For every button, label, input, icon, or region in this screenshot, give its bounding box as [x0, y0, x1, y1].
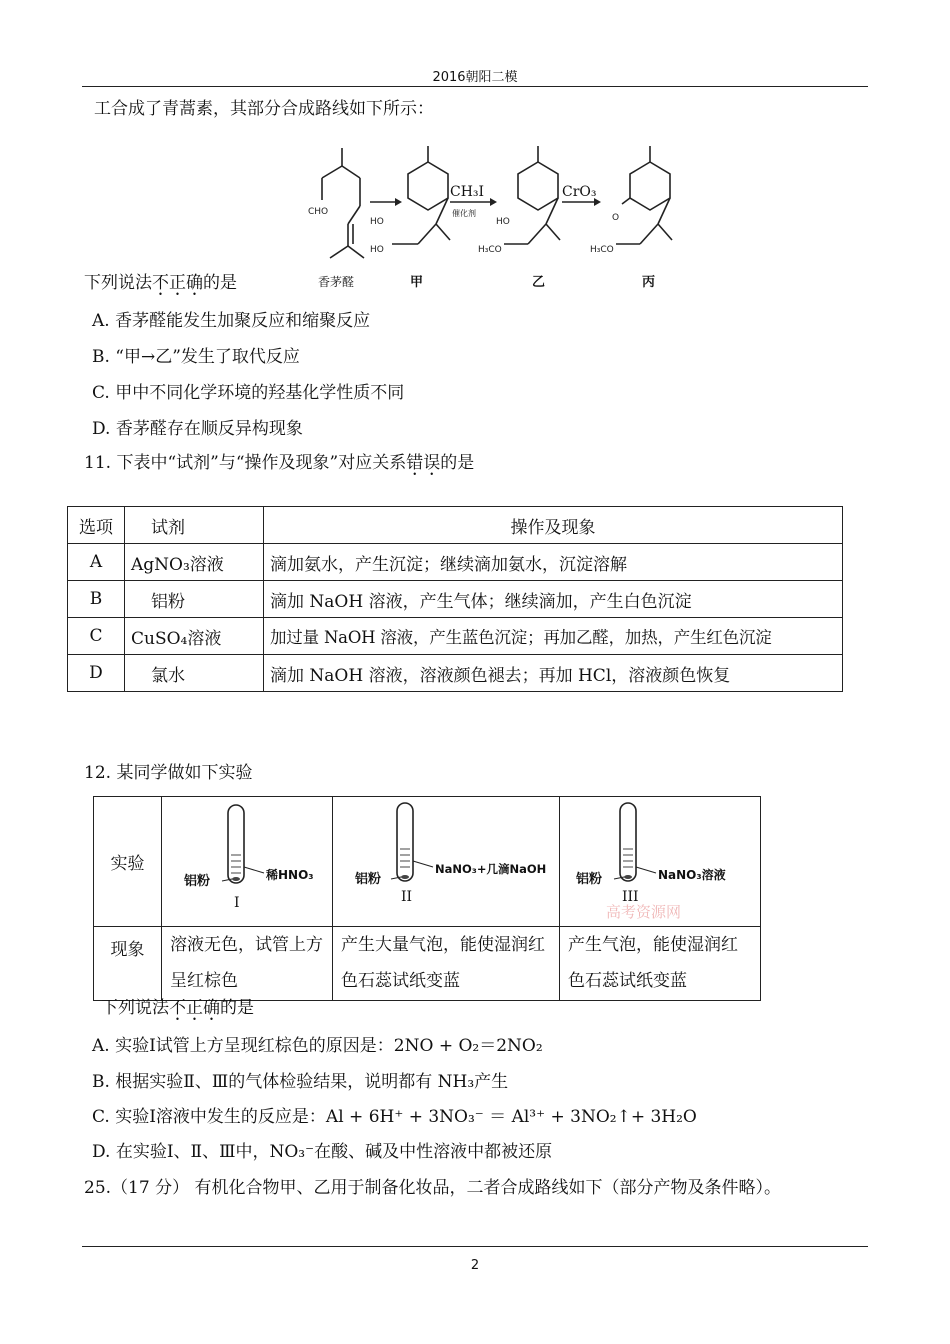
emphasis-char: 错	[406, 453, 424, 473]
phenomenon-cell: 产生大量气泡，能使湿润红色石蕊试纸变蓝	[333, 927, 560, 1001]
table-cell: 滴加 NaOH 溶液，溶液颜色褪去；再加 HCl，溶液颜色恢复	[264, 655, 843, 692]
table-cell: 滴加氨水，产生沉淀；继续滴加氨水，沉淀溶解	[264, 544, 843, 581]
powder-label: 铝粉	[184, 874, 211, 889]
header-cell: 选项	[68, 507, 125, 544]
table-row	[68, 618, 843, 655]
table-cell: A	[68, 544, 125, 581]
footer-rule	[82, 1246, 868, 1247]
table-cell: 铝粉	[125, 581, 264, 618]
header-rule	[82, 86, 868, 87]
q10-stem	[84, 273, 237, 293]
emphasis-char: 确	[186, 273, 203, 293]
emphasis-char: 误	[423, 453, 441, 473]
o-label: O	[612, 213, 620, 223]
phenomenon-row	[94, 927, 761, 1001]
watermark: 高考资源网	[606, 903, 682, 921]
emphasis-char: 不	[169, 998, 186, 1018]
synthesis-scheme	[300, 140, 700, 300]
row-label: 实验	[94, 797, 162, 927]
page-number: 2	[470, 1258, 480, 1273]
q25-stem: 25.（17 分） 有机化合物甲、乙用于制备化妆品，二者合成路线如下（部分产物及条件略）。	[84, 1178, 781, 1198]
table-cell: AgNO₃溶液	[125, 544, 264, 581]
citronellal-structure	[322, 148, 364, 258]
experiment-cell-2	[333, 797, 560, 927]
compound-yi-structure	[504, 146, 560, 244]
table-row	[68, 655, 843, 692]
header-cell: 试剂	[125, 507, 264, 544]
catalyst-label: 催化剂	[452, 209, 476, 218]
solution-label: NaNO₃溶液	[658, 868, 726, 882]
table-row	[68, 544, 843, 581]
q12-stem-2	[101, 998, 254, 1018]
stem-text: 的是	[203, 273, 237, 293]
table-cell: CuSO₄溶液	[125, 618, 264, 655]
test-tube-diagram	[560, 797, 760, 921]
table-cell: C	[68, 618, 125, 655]
table-row	[68, 581, 843, 618]
q10-option-c: C. 甲中不同化学环境的羟基化学性质不同	[92, 383, 405, 403]
reagent-ch3i: CH₃I	[450, 184, 485, 200]
stem-text: 下列说法	[101, 998, 169, 1018]
ho-label: HO	[370, 217, 384, 227]
experiment-numeral: III	[622, 889, 639, 905]
experiment-row	[94, 797, 761, 927]
emphasis-char: 正	[169, 273, 186, 293]
table-cell: 加过量 NaOH 溶液，产生蓝色沉淀；再加乙醛，加热，产生红色沉淀	[264, 618, 843, 655]
emphasis-char: 不	[152, 273, 169, 293]
test-tube-diagram	[162, 797, 332, 921]
header-cell: 操作及现象	[264, 507, 843, 544]
ho-label: HO	[496, 217, 510, 227]
test-tube-diagram	[333, 797, 559, 921]
emphasis-char: 正	[186, 998, 203, 1018]
compound-bing-structure	[616, 146, 672, 244]
phenomenon-cell: 产生气泡，能使湿润红色石蕊试纸变蓝	[560, 927, 761, 1001]
q11-table	[67, 506, 843, 692]
q12-option-a: A. 实验Ⅰ试管上方呈现红棕色的原因是：2NO + O₂＝2NO₂	[92, 1036, 543, 1056]
q10-option-d: D. 香茅醛存在顺反异构现象	[92, 419, 303, 439]
table-cell: B	[68, 581, 125, 618]
table-cell: 滴加 NaOH 溶液，产生气体；继续滴加，产生白色沉淀	[264, 581, 843, 618]
q10-option-b: B. “甲→乙”发生了取代反应	[92, 347, 300, 367]
experiment-numeral: I	[234, 895, 240, 911]
emphasis-char: 确	[203, 998, 220, 1018]
intro-text: 工合成了青蒿素，其部分合成路线如下所示：	[94, 99, 434, 119]
q12-option-b: B. 根据实验Ⅱ、Ⅲ的气体检验结果，说明都有 NH₃产生	[92, 1072, 509, 1092]
q11-stem	[84, 453, 474, 473]
experiment-cell-1	[162, 797, 333, 927]
h3co-label: H₃CO	[478, 245, 502, 255]
compound-jia-structure	[392, 146, 450, 244]
h3co-label: H₃CO	[590, 245, 614, 255]
q12-option-c: C. 实验Ⅰ溶液中发生的反应是：Al + 6H⁺ + 3NO₃⁻ ＝ Al³⁺ + 3NO₂↑+ 3H₂O	[92, 1107, 697, 1127]
q10-option-a: A. 香茅醛能发生加聚反应和缩聚反应	[92, 311, 371, 331]
powder-label: 铝粉	[355, 872, 382, 887]
phenomenon-cell: 溶液无色，试管上方呈红棕色	[162, 927, 333, 1001]
page-header: 2016朝阳二模	[432, 70, 518, 85]
stem-text: 的是	[220, 998, 254, 1018]
cho-label: CHO	[308, 207, 329, 217]
table-header-row	[68, 507, 843, 544]
table-cell: 氯水	[125, 655, 264, 692]
row-label: 现象	[94, 927, 162, 1001]
solution-label: 稀HNO₃	[266, 868, 314, 882]
experiment-numeral: II	[401, 889, 413, 905]
label-citronellal: 香茅醛	[318, 275, 355, 289]
table-cell: D	[68, 655, 125, 692]
reagent-cro3: CrO₃	[562, 184, 597, 200]
label-bing: 丙	[642, 275, 656, 290]
q12-stem: 12. 某同学做如下实验	[84, 763, 253, 783]
stem-text: 的是	[440, 453, 475, 473]
label-jia: 甲	[410, 275, 424, 290]
solution-label: NaNO₃+几滴NaOH	[435, 862, 547, 876]
label-yi: 乙	[532, 275, 546, 290]
experiment-cell-3	[560, 797, 761, 927]
q12-table	[93, 796, 761, 1001]
powder-label: 铝粉	[576, 872, 603, 887]
ho-label: HO	[370, 245, 384, 255]
stem-text: 11. 下表中“试剂”与“操作及现象”对应关系	[84, 453, 407, 473]
q12-option-d: D. 在实验Ⅰ、Ⅱ、Ⅲ中，NO₃⁻在酸、碱及中性溶液中都被还原	[92, 1142, 553, 1162]
stem-text: 下列说法	[84, 273, 152, 293]
